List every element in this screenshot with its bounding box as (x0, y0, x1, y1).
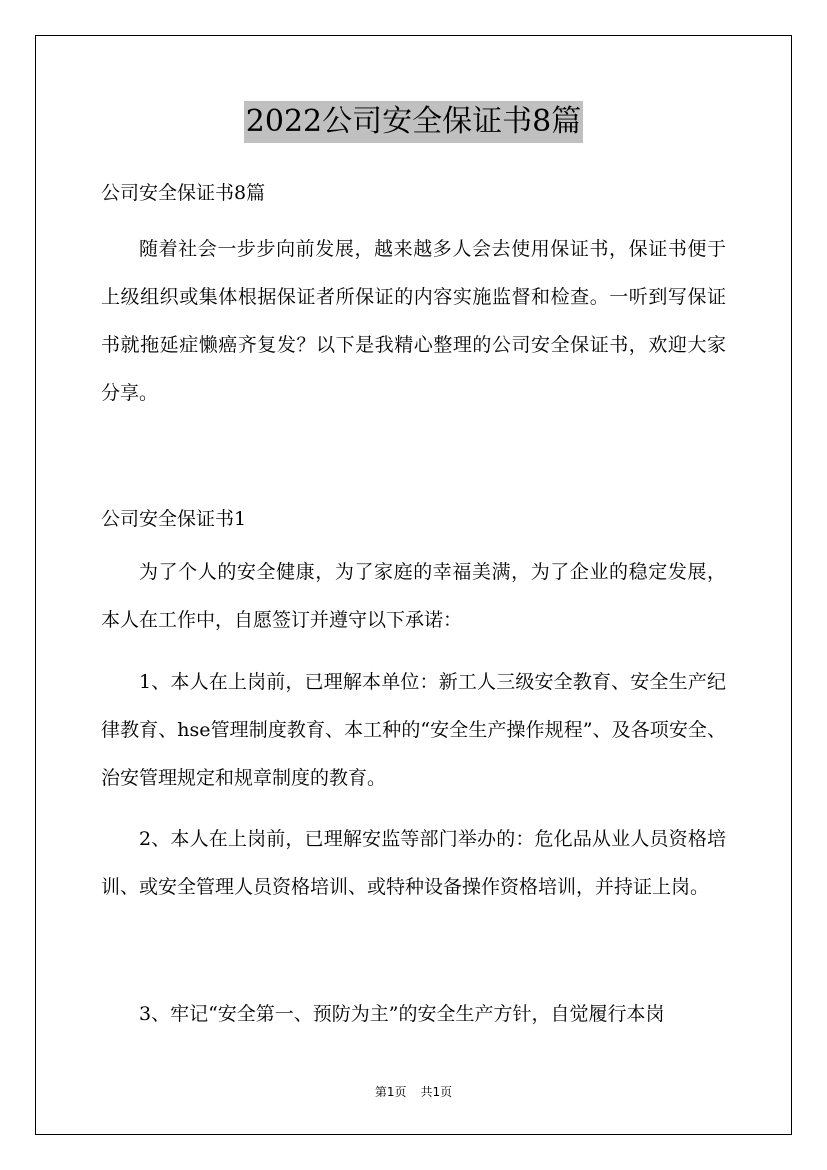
intro-paragraph: 随着社会一步步向前发展，越来越多人会去使用保证书，保证书便于上级组织或集体根据保证者所保证的内容实施监督和检查。一听到写保证书就拖延症懒癌齐复发？以下是我精心整理的公司安全保证书，欢迎大家分享。 (101, 238, 726, 404)
section-heading: 公司安全保证书1 (101, 508, 247, 530)
page-number: 第1页 (374, 1085, 407, 1099)
page-total: 共1页 (420, 1085, 453, 1099)
body-paragraph-3: 2、本人在上岗前，已理解安监等部门举办的：危化品从业人员资格培训、或安全管理人员资格培训、或特种设备操作资格培训，并持证上岗。 (101, 828, 726, 898)
body-paragraph-2: 1、本人在上岗前，已理解本单位：新工人三级安全教育、安全生产纪律教育、hse管理制度教育、本工种的“安全生产操作规程”、及各项安全、治安管理规定和规章制度的教育。 (101, 671, 726, 789)
document-title: 2022公司安全保证书8篇 (244, 101, 583, 143)
page-footer (0, 1084, 827, 1100)
body-paragraph-4: 3、牢记“安全第一、预防为主”的安全生产方针，自觉履行本岗 (139, 1003, 665, 1025)
document-subtitle: 公司安全保证书8篇 (101, 182, 266, 204)
body-paragraph-1: 为了个人的安全健康，为了家庭的幸福美满，为了企业的稳定发展，本人在工作中，自愿签订并遵守以下承诺： (101, 561, 726, 631)
title-container (0, 101, 827, 143)
